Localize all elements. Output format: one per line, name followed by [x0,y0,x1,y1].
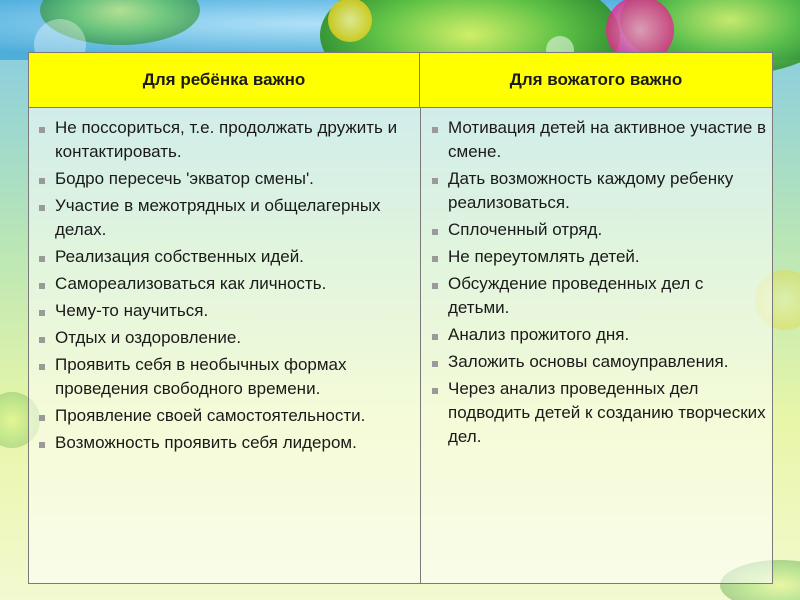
list-item [424,245,769,269]
column-divider [420,107,421,583]
list-item-text: Анализ прожитого дня. [448,325,630,344]
list-item-text: Проявление своей самостоятельности. [55,406,366,425]
list-item [31,326,416,350]
list-item-text: Дать возможность каждому ребенку реализоваться. [448,169,734,212]
header-child: Для ребёнка важно [29,53,420,107]
bullet-icon [39,205,45,211]
list-item-text: Обсуждение проведенных дел с детьми. [448,274,704,317]
list-item [31,299,416,323]
list-item [31,245,416,269]
list-item [424,218,769,242]
list-item-text: Не переутомлять детей. [448,247,640,266]
list-item [31,194,416,242]
bullet-icon [432,229,438,235]
bullet-icon [39,178,45,184]
list-item-text: Заложить основы самоуправления. [448,352,729,371]
bullet-icon [432,334,438,340]
list-item [424,116,769,164]
list-item-text: Возможность проявить себя лидером. [55,433,357,452]
bullet-icon [432,256,438,262]
child-list [31,116,416,455]
bullet-icon [39,415,45,421]
list-item [424,272,769,320]
child-column [31,116,416,458]
header-divider [29,107,772,108]
list-item [31,272,416,296]
list-item-text: Сплоченный отряд. [448,220,603,239]
list-item [424,167,769,215]
bullet-icon [39,337,45,343]
list-item-text: Не поссориться, т.е. продолжать дружить и контактировать. [55,118,398,161]
list-item [31,167,416,191]
list-item-text: Бодро пересечь 'экватор смены'. [55,169,314,188]
list-item [31,116,416,164]
counselor-list [424,116,769,449]
counselor-column [424,116,769,452]
bullet-icon [39,442,45,448]
bullet-icon [39,127,45,133]
bullet-icon [432,361,438,367]
list-item-text: Проявить себя в необычных формах проведения свободного времени. [55,355,347,398]
list-item [31,353,416,401]
list-item-text: Участие в межотрядных и общелагерных делах. [55,196,381,239]
bullet-icon [39,364,45,370]
comparison-table [28,52,773,584]
bullet-icon [39,310,45,316]
bullet-icon [432,178,438,184]
bullet-icon [432,127,438,133]
list-item [31,431,416,455]
header-counselor: Для вожатого важно [420,53,772,107]
list-item [31,404,416,428]
list-item-text: Отдых и оздоровление. [55,328,242,347]
list-item-text: Чему-то научиться. [55,301,209,320]
list-item-text: Реализация собственных идей. [55,247,304,266]
bullet-icon [432,388,438,394]
list-item-text: Мотивация детей на активное участие в смене. [448,118,767,161]
list-item-text: Самореализоваться как личность. [55,274,327,293]
list-item-text: Через анализ проведенных дел подводить детей к созданию творческих дел. [448,379,766,446]
list-item [424,350,769,374]
bullet-icon [39,283,45,289]
bullet-icon [432,283,438,289]
list-item [424,377,769,449]
bullet-icon [39,256,45,262]
list-item [424,323,769,347]
